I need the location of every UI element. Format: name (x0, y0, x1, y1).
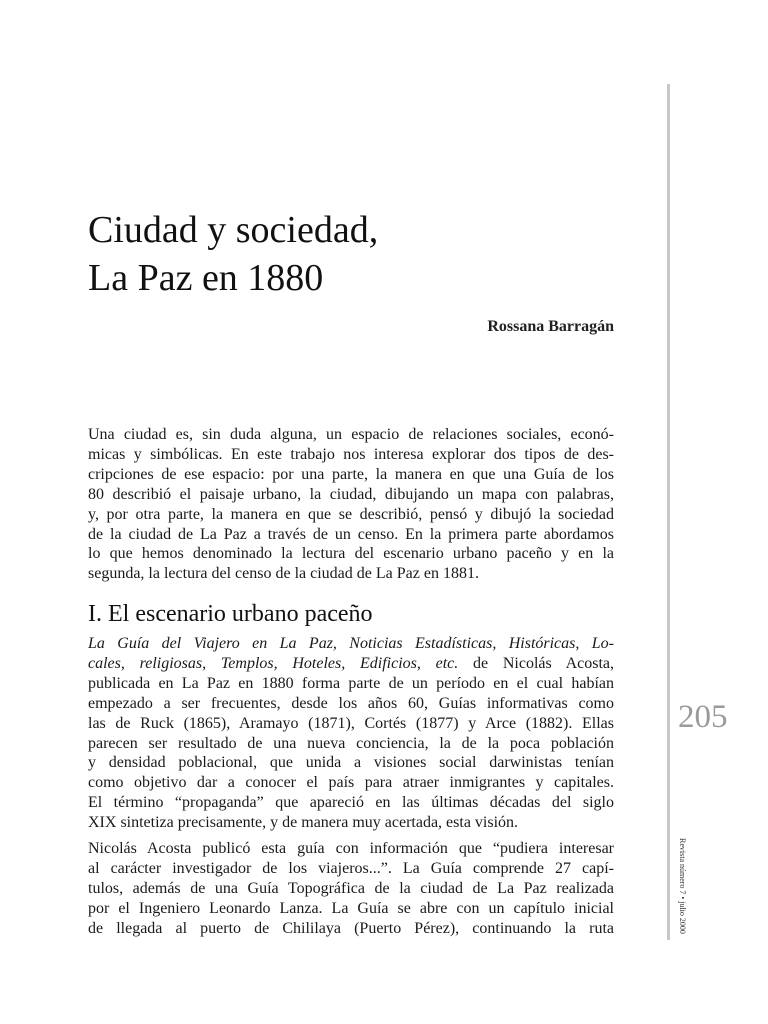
paragraph-line: publicada en La Paz en 1880 forma parte de un período en el cual habían (88, 674, 614, 692)
margin-rule (667, 84, 670, 940)
line-text: de Nicolás Acosta, (458, 654, 615, 672)
journal-issue-note: Revista número 7 • julio 2000 (678, 838, 687, 934)
paragraph-line: parecen ser resultado de una nueva conciencia, la de la poca población (88, 734, 614, 752)
paragraph-line: por el Ingeniero Leonardo Lanza. La Guía se abre con un capítulo inicial (88, 899, 614, 917)
paragraph-line: 80 describió el paisaje urbano, la ciudad, dibujando un mapa con palabras, (88, 485, 614, 503)
paragraph-line: lo que hemos denominado la lectura del escenario urbano paceño y en la (88, 545, 614, 563)
section-paragraph-1 (88, 634, 614, 833)
paragraph-line: y, por otra parte, la manera en que se describió, pensó y dibujó la sociedad (88, 505, 614, 523)
paragraph-line: empezado a ser frecuentes, desde los años 60, Guías informativas como (88, 694, 614, 712)
paragraph-line: y densidad poblacional, que unida a visiones social darwinistas tenían (88, 754, 614, 772)
page-number: 205 (678, 699, 728, 735)
paragraph-line: cripciones de ese espacio: por una parte, la manera en que una Guía de los (88, 465, 614, 483)
title-line-1: Ciudad y sociedad, (88, 209, 379, 251)
paragraph-line: segunda, la lectura del censo de la ciudad de La Paz en 1881. (88, 565, 479, 583)
paragraph-line: las de Ruck (1865), Aramayo (1871), Cortés (1877) y Arce (1882). Ellas (88, 714, 614, 732)
author-name: Rossana Barragán (487, 318, 614, 335)
paragraph-line: Nicolás Acosta publicó esta guía con información que “pudiera interesar (88, 840, 614, 857)
paragraph-line: de llegada al puerto de Chililaya (Puerto Pérez), continuando la ruta (88, 919, 614, 937)
paragraph-line: como objetivo dar a conocer el país para atraer inmigrantes y capitales. (88, 774, 614, 792)
section-paragraph-2 (88, 839, 614, 939)
intro-paragraph (88, 425, 614, 584)
paragraph-line: La Guía del Viajero en La Paz, Noticias Estadísticas, Históricas, Lo- (88, 635, 614, 652)
title-line-2: La Paz en 1880 (88, 257, 324, 299)
paragraph-line: XIX sintetiza precisamente, y de manera muy acertada, esta visión. (88, 814, 519, 832)
paragraph-line (88, 654, 614, 674)
paragraph-line: micas y simbólicas. En este trabajo nos interesa explorar dos tipos de des- (88, 445, 614, 463)
book-title-italic: cales, religiosas, Templos, Hoteles, Edificios, etc. (88, 654, 459, 672)
section-heading: I. El escenario urbano paceño (88, 601, 373, 627)
paragraph-line: de la ciudad de La Paz a través de un censo. En la primera parte abordamos (88, 525, 614, 543)
paragraph-line: tulos, además de una Guía Topográfica de la ciudad de La Paz realizada (88, 879, 614, 897)
article-title (88, 206, 628, 302)
paragraph-line: al carácter investigador de los viajeros...”. La Guía comprende 27 capí- (88, 859, 614, 877)
paragraph-line: El término “propaganda” que apareció en las últimas décadas del siglo (88, 794, 614, 812)
paragraph-line: Una ciudad es, sin duda alguna, un espacio de relaciones sociales, econó- (88, 426, 614, 443)
